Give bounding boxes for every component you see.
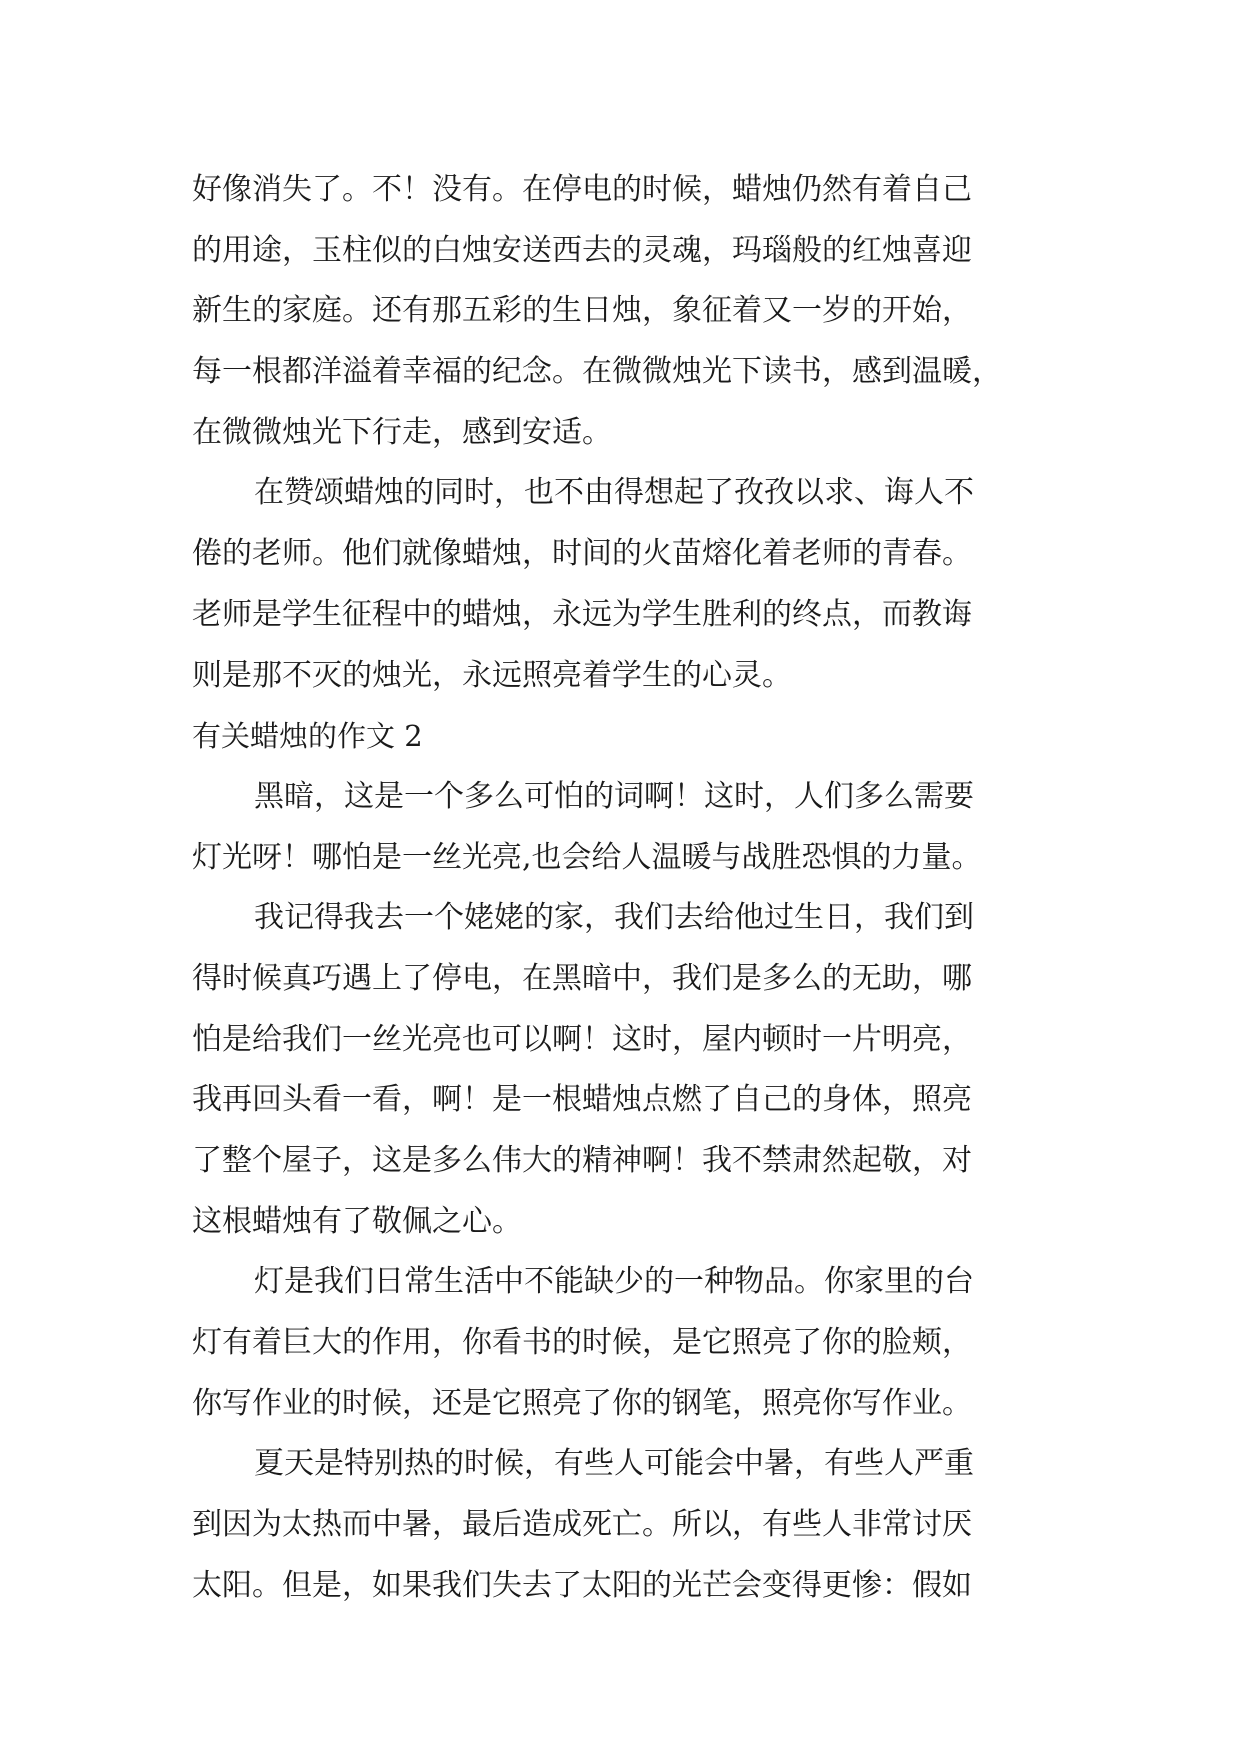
text-line: 老师是学生征程中的蜡烛，永远为学生胜利的终点，而教诲 xyxy=(192,596,972,632)
text-line: 这根蜡烛有了敬佩之心。 xyxy=(192,1203,522,1239)
paragraph-start-line: 夏天是特别热的时候，有些人可能会中暑，有些人严重 xyxy=(254,1446,974,1482)
text-line: 到因为太热而中暑，最后造成死亡。所以，有些人非常讨厌 xyxy=(192,1507,972,1543)
text-line: 了整个屋子，这是多么伟大的精神啊！我不禁肃然起敬，对 xyxy=(192,1143,972,1178)
document-body xyxy=(192,160,1072,1617)
text-line: 灯有着巨大的作用，你看书的时候，是它照亮了你的脸颊， xyxy=(192,1325,972,1361)
text-line: 好像消失了。不！没有。在停电的时候，蜡烛仍然有着自己 xyxy=(192,172,972,207)
paragraph-start-line: 我记得我去一个姥姥的家，我们去给他过生日，我们到 xyxy=(254,900,974,936)
text-line: 倦的老师。他们就像蜡烛，时间的火苗熔化着老师的青春。 xyxy=(192,536,972,572)
paragraph-start-line: 灯是我们日常生活中不能缺少的一种物品。你家里的台 xyxy=(254,1264,974,1300)
paragraph-start-line: 在赞颂蜡烛的同时，也不由得想起了孜孜以求、诲人不 xyxy=(254,475,974,511)
text-line: 太阳。但是，如果我们失去了太阳的光芒会变得更惨：假如 xyxy=(192,1567,972,1603)
text-line: 得时候真巧遇上了停电，在黑暗中，我们是多么的无助，哪 xyxy=(192,960,972,996)
text-line: 新生的家庭。还有那五彩的生日烛，象征着又一岁的开始， xyxy=(192,293,972,329)
text-line: 我再回头看一看，啊！是一根蜡烛点燃了自己的身体，照亮 xyxy=(192,1082,972,1118)
text-line: 怕是给我们一丝光亮也可以啊！这时，屋内顿时一片明亮， xyxy=(192,1021,972,1057)
text-line: 的用途，玉柱似的白烛安送西去的灵魂，玛瑙般的红烛喜迎 xyxy=(192,232,972,268)
text-line: 你写作业的时候，还是它照亮了你的钢笔，照亮你写作业。 xyxy=(192,1385,972,1421)
text-line: 在微微烛光下行走，感到安适。 xyxy=(192,414,612,450)
essay-heading: 有关蜡烛的作文 2 xyxy=(192,719,423,754)
text-line: 每一根都洋溢着幸福的纪念。在微微烛光下读书，感到温暖， xyxy=(192,354,1002,390)
paragraph-start-line: 黑暗，这是一个多么可怕的词啊！这时，人们多么需要 xyxy=(254,778,974,814)
text-line: 则是那不灭的烛光，永远照亮着学生的心灵。 xyxy=(192,657,792,693)
text-line: 灯光呀！哪怕是一丝光亮,也会给人温暖与战胜恐惧的力量。 xyxy=(192,839,982,875)
